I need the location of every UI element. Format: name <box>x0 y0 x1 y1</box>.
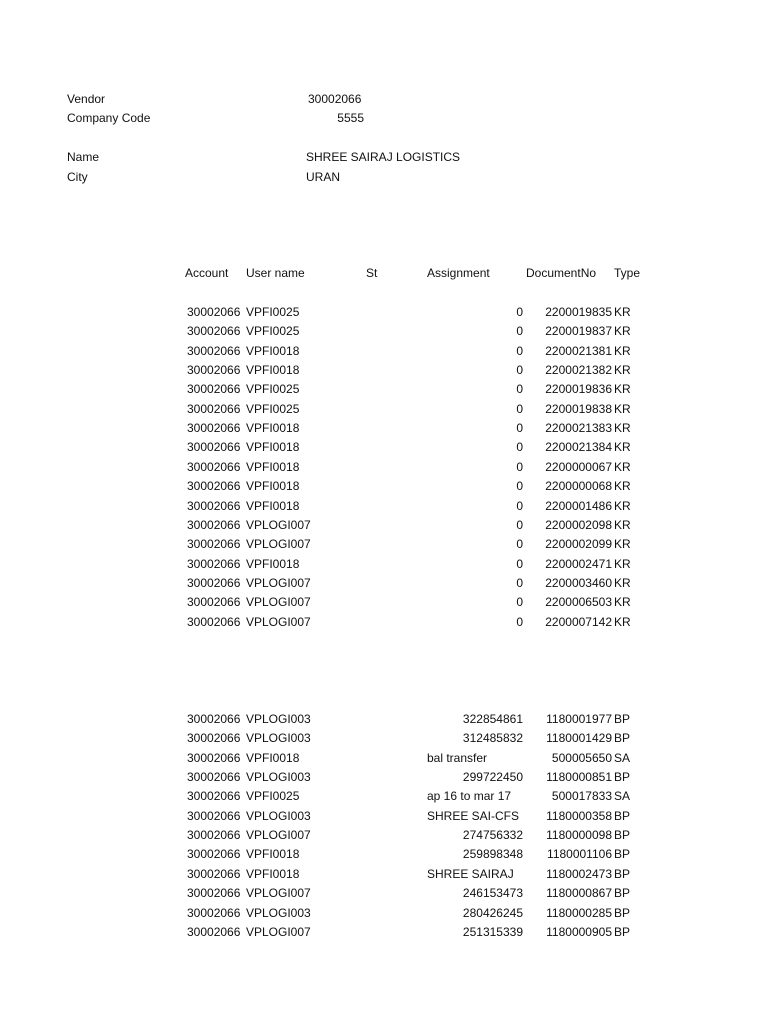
type-cell: BP <box>614 712 631 726</box>
table-row <box>0 401 768 417</box>
type-cell: KR <box>614 343 631 358</box>
document-no-cell: 2200021381 <box>545 343 612 358</box>
company-code-value: 5555 <box>337 111 364 125</box>
type-cell: BP <box>614 731 631 746</box>
type-cell: KR <box>614 595 631 610</box>
assignment-cell: 0 <box>516 401 523 416</box>
type-cell: KR <box>614 517 631 532</box>
table-row <box>0 769 768 785</box>
assignment-cell: 246153473 <box>462 886 523 901</box>
type-cell: KR <box>614 382 631 397</box>
table-row <box>0 556 768 572</box>
document-no-cell: 1180000851 <box>546 770 612 785</box>
assignment-cell: 0 <box>516 324 523 339</box>
type-cell: KR <box>614 363 631 378</box>
user-name-cell: VPLOGI003 <box>246 905 311 920</box>
col-header-account: Account <box>185 266 229 280</box>
document-no-cell: 1180001977 <box>546 712 612 726</box>
assignment-cell: 299722450 <box>462 770 523 785</box>
assignment-cell: SHREE SAIRAJ <box>427 866 514 881</box>
table-row <box>0 381 768 397</box>
account-cell: 30002066 <box>187 866 241 881</box>
type-cell: KR <box>614 479 631 494</box>
user-name-cell: VPLOGI003 <box>246 712 311 726</box>
document-no-cell: 1180000098 <box>546 828 612 843</box>
table-row <box>0 459 768 475</box>
document-no-cell: 2200003460 <box>545 575 612 590</box>
col-header-type: Type <box>614 266 641 280</box>
user-name-cell: VPLOGI007 <box>246 886 311 901</box>
document-no-cell: 2200019836 <box>545 382 612 397</box>
assignment-cell: 0 <box>516 440 523 455</box>
document-no-cell: 2200019838 <box>545 401 612 416</box>
table-row <box>0 304 768 320</box>
account-cell: 30002066 <box>187 789 241 804</box>
company-code-label: Company Code <box>67 111 151 125</box>
user-name-cell: VPFI0025 <box>246 382 300 397</box>
user-name-cell: VPFI0025 <box>246 789 300 804</box>
table-row <box>0 827 768 843</box>
table-row <box>0 614 768 630</box>
account-cell: 30002066 <box>187 924 241 939</box>
user-name-cell: VPLOGI003 <box>246 808 311 823</box>
table-row <box>0 517 768 533</box>
account-cell: 30002066 <box>187 421 241 436</box>
type-cell: KR <box>614 614 631 629</box>
col-header-st: St <box>366 266 378 280</box>
table-row <box>0 420 768 436</box>
table-row <box>0 478 768 494</box>
assignment-cell: 274756332 <box>462 828 523 843</box>
account-cell: 30002066 <box>187 575 241 590</box>
document-no-cell: 500005650 <box>551 750 612 765</box>
assignment-cell: 0 <box>516 556 523 571</box>
assignment-cell: 0 <box>516 575 523 590</box>
assignment-cell: bal transfer <box>427 750 488 765</box>
document-no-cell: 2200007142 <box>545 614 612 629</box>
type-cell: KR <box>614 556 631 571</box>
col-header-user-name: User name <box>246 266 305 280</box>
type-cell: BP <box>614 847 631 862</box>
type-cell: SA <box>614 789 631 804</box>
user-name-cell: VPFI0018 <box>246 440 300 455</box>
table-row <box>0 788 768 804</box>
assignment-cell: 251315339 <box>462 924 523 939</box>
table-row <box>0 808 768 824</box>
assignment-cell: 0 <box>516 517 523 532</box>
type-cell: KR <box>614 440 631 455</box>
document-no-cell: 1180000358 <box>546 808 612 823</box>
account-cell: 30002066 <box>187 401 241 416</box>
user-name-cell: VPLOGI007 <box>246 828 311 843</box>
type-cell: BP <box>614 866 631 881</box>
table-row <box>0 730 768 746</box>
assignment-cell: ap 16 to mar 17 <box>427 789 512 804</box>
document-no-cell: 1180002473 <box>546 866 612 881</box>
assignment-cell: SHREE SAI-CFS <box>427 808 520 823</box>
table-row <box>0 866 768 882</box>
type-cell: BP <box>614 770 631 785</box>
user-name-cell: VPLOGI007 <box>246 924 311 939</box>
table-row <box>0 575 768 591</box>
account-cell: 30002066 <box>187 363 241 378</box>
account-cell: 30002066 <box>187 847 241 862</box>
account-cell: 30002066 <box>187 479 241 494</box>
assignment-cell: 0 <box>516 614 523 629</box>
account-cell: 30002066 <box>187 828 241 843</box>
user-name-cell: VPFI0018 <box>246 847 300 862</box>
user-name-cell: VPFI0018 <box>246 866 300 881</box>
table-row <box>0 594 768 610</box>
account-cell: 30002066 <box>187 556 241 571</box>
user-name-cell: VPLOGI007 <box>246 614 311 629</box>
user-name-cell: VPFI0018 <box>246 750 300 765</box>
document-no-cell: 1180000285 <box>546 905 612 920</box>
type-cell: KR <box>614 459 631 474</box>
document-no-cell: 2200000068 <box>545 479 612 494</box>
col-header-document-no: DocumentNo <box>526 266 597 280</box>
account-cell: 30002066 <box>187 537 241 552</box>
account-cell: 30002066 <box>187 614 241 629</box>
table-row <box>0 711 768 727</box>
account-cell: 30002066 <box>187 808 241 823</box>
vendor-label: Vendor <box>67 92 106 106</box>
name-label: Name <box>67 150 100 164</box>
user-name-cell: VPLOGI007 <box>246 517 311 532</box>
type-cell: BP <box>614 924 631 939</box>
assignment-cell: 0 <box>516 537 523 552</box>
assignment-cell: 280426245 <box>462 905 523 920</box>
account-cell: 30002066 <box>187 305 241 319</box>
account-cell: 30002066 <box>187 343 241 358</box>
document-no-cell: 2200021383 <box>545 421 612 436</box>
table-row <box>0 362 768 378</box>
account-cell: 30002066 <box>187 712 241 726</box>
type-cell: BP <box>614 905 631 920</box>
vendor-value: 30002066 <box>308 92 362 106</box>
user-name-cell: VPFI0018 <box>246 556 300 571</box>
document-no-cell: 1180000905 <box>546 924 612 939</box>
document-no-cell: 2200001486 <box>545 498 612 513</box>
table-row <box>0 498 768 514</box>
type-cell: KR <box>614 537 631 552</box>
document-no-cell: 2200021382 <box>545 363 612 378</box>
assignment-cell: 259898348 <box>462 847 523 862</box>
document-no-cell: 2200002099 <box>545 537 612 552</box>
document-no-cell: 2200006503 <box>545 595 612 610</box>
document-no-cell: 2200019835 <box>545 305 612 319</box>
type-cell: BP <box>614 808 631 823</box>
table-row <box>0 439 768 455</box>
table-row <box>0 885 768 901</box>
table-row <box>0 323 768 339</box>
assignment-cell: 0 <box>516 498 523 513</box>
assignment-cell: 322854861 <box>462 712 523 726</box>
user-name-cell: VPFI0018 <box>246 363 300 378</box>
name-value: SHREE SAIRAJ LOGISTICS <box>306 150 461 164</box>
account-cell: 30002066 <box>187 459 241 474</box>
account-cell: 30002066 <box>187 886 241 901</box>
document-no-cell: 2200019837 <box>545 324 612 339</box>
table-row <box>0 924 768 940</box>
user-name-cell: VPLOGI003 <box>246 770 311 785</box>
document-no-cell: 500017833 <box>551 789 612 804</box>
account-cell: 30002066 <box>187 498 241 513</box>
document-no-cell: 1180001429 <box>546 731 612 746</box>
col-header-assignment: Assignment <box>427 266 490 280</box>
type-cell: KR <box>614 498 631 513</box>
table-row <box>0 343 768 359</box>
account-cell: 30002066 <box>187 440 241 455</box>
document-no-cell: 2200000067 <box>545 459 612 474</box>
account-cell: 30002066 <box>187 324 241 339</box>
user-name-cell: VPLOGI007 <box>246 595 311 610</box>
table-row <box>0 846 768 862</box>
user-name-cell: VPFI0025 <box>246 305 300 319</box>
type-cell: KR <box>614 421 631 436</box>
account-cell: 30002066 <box>187 770 241 785</box>
user-name-cell: VPLOGI007 <box>246 575 311 590</box>
user-name-cell: VPFI0018 <box>246 343 300 358</box>
type-cell: KR <box>614 324 631 339</box>
city-value: URAN <box>306 170 341 184</box>
type-cell: KR <box>614 305 631 319</box>
document-no-cell: 1180001106 <box>547 847 612 862</box>
assignment-cell: 0 <box>516 382 523 397</box>
document-no-cell: 2200002098 <box>545 517 612 532</box>
table-row <box>0 750 768 766</box>
user-name-cell: VPFI0018 <box>246 479 300 494</box>
account-cell: 30002066 <box>187 382 241 397</box>
user-name-cell: VPFI0025 <box>246 324 300 339</box>
user-name-cell: VPFI0018 <box>246 498 300 513</box>
user-name-cell: VPLOGI007 <box>246 537 311 552</box>
assignment-cell: 312485832 <box>462 731 523 746</box>
type-cell: SA <box>614 750 631 765</box>
type-cell: BP <box>614 886 631 901</box>
assignment-cell: 0 <box>516 595 523 610</box>
user-name-cell: VPLOGI003 <box>246 731 311 746</box>
user-name-cell: VPFI0018 <box>246 421 300 436</box>
account-cell: 30002066 <box>187 517 241 532</box>
type-cell: KR <box>614 401 631 416</box>
account-cell: 30002066 <box>187 731 241 746</box>
assignment-cell: 0 <box>516 343 523 358</box>
assignment-cell: 0 <box>516 421 523 436</box>
assignment-cell: 0 <box>516 363 523 378</box>
account-cell: 30002066 <box>187 595 241 610</box>
table-row <box>0 905 768 921</box>
document-no-cell: 2200021384 <box>545 440 612 455</box>
type-cell: KR <box>614 575 631 590</box>
document-no-cell: 1180000867 <box>546 886 612 901</box>
type-cell: BP <box>614 828 631 843</box>
document-no-cell: 2200002471 <box>545 556 612 571</box>
city-label: City <box>67 170 88 184</box>
user-name-cell: VPFI0025 <box>246 401 300 416</box>
assignment-cell: 0 <box>516 305 523 319</box>
assignment-cell: 0 <box>516 479 523 494</box>
account-cell: 30002066 <box>187 750 241 765</box>
account-cell: 30002066 <box>187 905 241 920</box>
user-name-cell: VPFI0018 <box>246 459 300 474</box>
assignment-cell: 0 <box>516 459 523 474</box>
table-row <box>0 536 768 552</box>
